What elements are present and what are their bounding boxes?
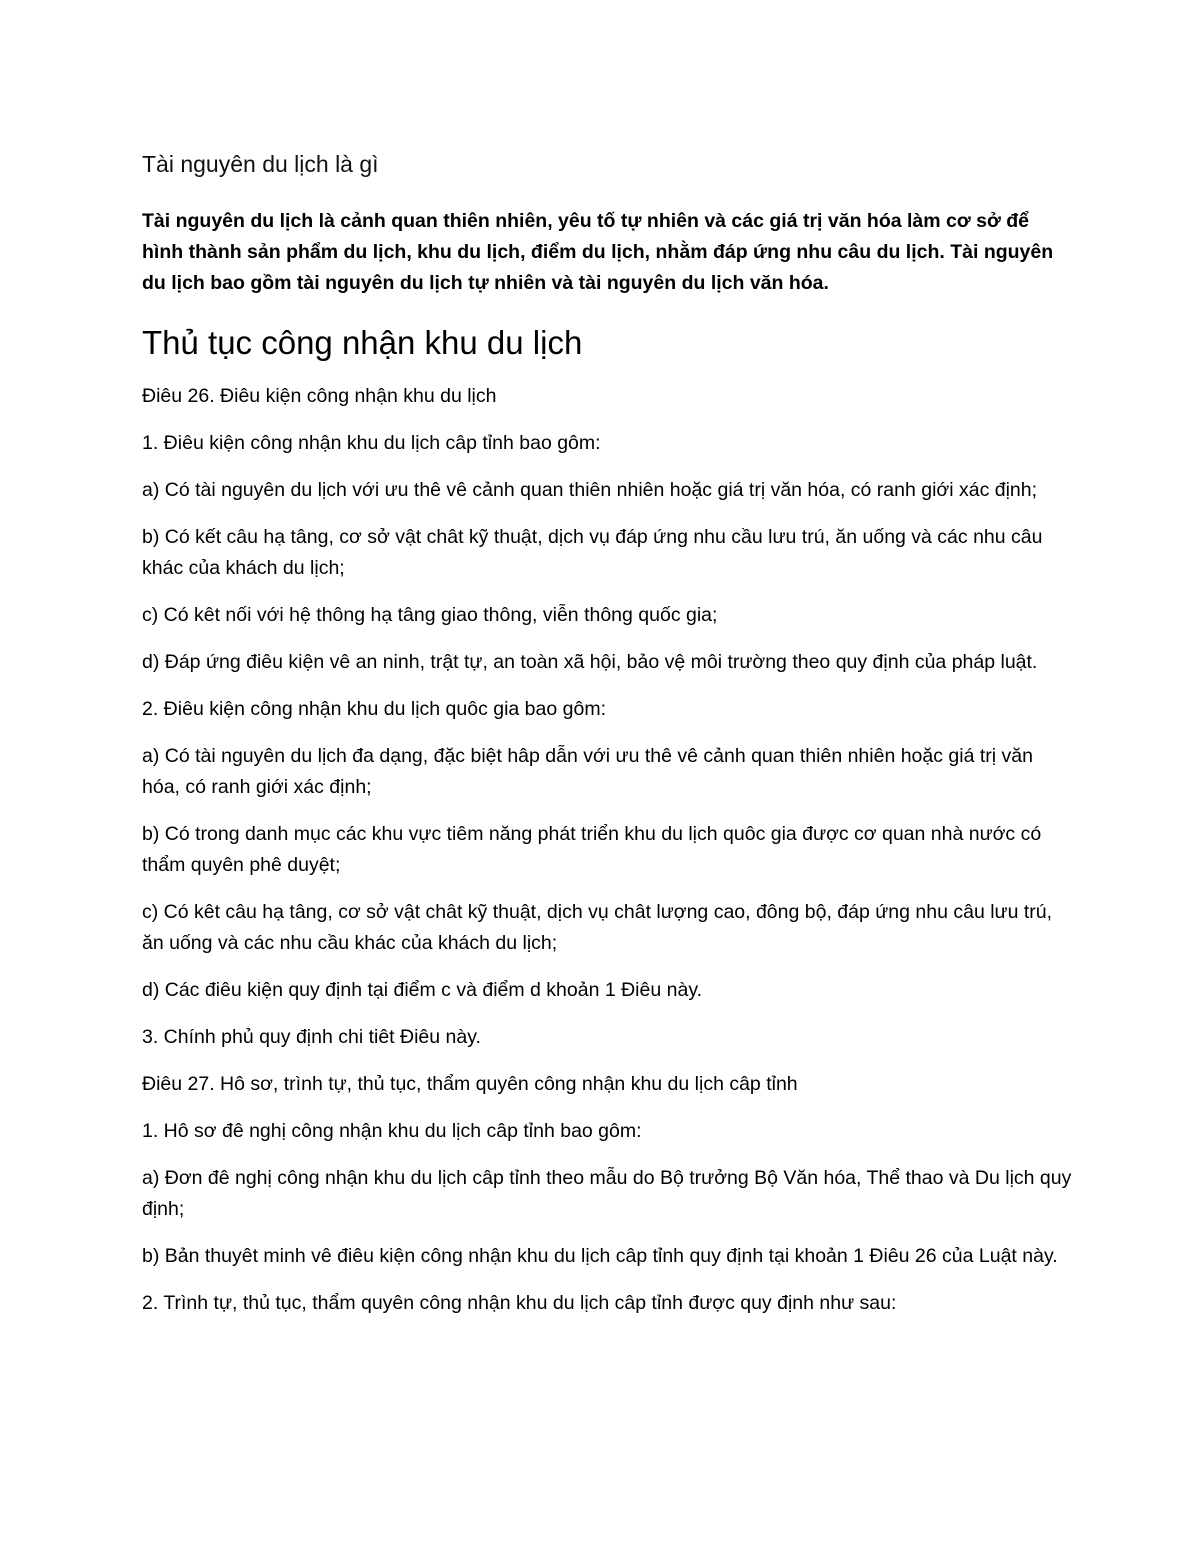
article-26-clause-3: 3. Chính phủ quy định chi tiêt Điêu này. [142, 1026, 481, 1048]
intro-heading: Tài nguyên du lịch là gì [142, 151, 379, 177]
article-26-clause-2a: a) Có tài nguyên du lịch đa dạng, đặc biệt hâp dẫn với ưu thê vê cảnh quan thiên nhiên hoặc giá trị văn hóa, có ranh giới xác định; [142, 745, 1033, 798]
intro-paragraph: Tài nguyên du lịch là cảnh quan thiên nhiên, yêu tố tự nhiên và các giá trị văn hóa làm cơ sở để hình thành sản phẩm du lịch, khu du lịch, điểm du lịch, nhằm đáp ứng nhu câu du lịch. Tài nguyên du lịch bao gồm tài nguyên du lịch tự nhiên và tài nguyên du lịch văn hóa. [142, 210, 1054, 294]
article-26-clause-1b: b) Có kết câu hạ tâng, cơ sở vật chât kỹ thuật, dịch vụ đáp ứng nhu cầu lưu trú, ăn uống và các nhu câu khác của khách du lịch; [142, 526, 1043, 579]
article-27-clause-1: 1. Hô sơ đê nghị công nhận khu du lịch câp tỉnh bao gôm: [142, 1120, 642, 1142]
article-26-clause-1a: a) Có tài nguyên du lịch với ưu thê vê cảnh quan thiên nhiên hoặc giá trị văn hóa, có ranh giới xác định; [142, 479, 1038, 501]
article-27-clause-1a: a) Đơn đê nghị công nhận khu du lịch câp tỉnh theo mẫu do Bộ trưởng Bộ Văn hóa, Thể thao và Du lịch quy định; [142, 1167, 1072, 1220]
article-27-clause-2: 2. Trình tự, thủ tục, thẩm quyên công nhận khu du lịch câp tỉnh được quy định như sau: [142, 1292, 897, 1314]
article-26-clause-2c: c) Có kêt câu hạ tâng, cơ sở vật chât kỹ thuật, dịch vụ chât lượng cao, đông bộ, đáp ứng nhu câu lưu trú, ăn uống và các nhu cầu khác của khách du lịch; [142, 901, 1053, 954]
article-26-title: Điêu 26. Điêu kiện công nhận khu du lịch [142, 385, 497, 407]
article-26-clause-2d: d) Các điêu kiện quy định tại điểm c và điểm d khoản 1 Điêu này. [142, 979, 703, 1001]
article-26-clause-1: 1. Điêu kiện công nhận khu du lịch câp tỉnh bao gôm: [142, 432, 601, 454]
document-body [142, 146, 1072, 1335]
article-27-clause-1b: b) Bản thuyêt minh vê điêu kiện công nhận khu du lịch câp tỉnh quy định tại khoản 1 Điêu 26 của Luật này. [142, 1245, 1058, 1267]
article-26-clause-1d: d) Đáp ứng điêu kiện vê an ninh, trật tự, an toàn xã hội, bảo vệ môi trường theo quy định của pháp luật. [142, 651, 1038, 673]
article-27-title: Điêu 27. Hô sơ, trình tự, thủ tục, thẩm quyên công nhận khu du lịch câp tỉnh [142, 1073, 798, 1095]
article-26-clause-2b: b) Có trong danh mục các khu vực tiêm năng phát triển khu du lịch quôc gia được cơ quan nhà nước có thẩm quyên phê duyệt; [142, 823, 1042, 876]
article-26-clause-1c: c) Có kêt nối với hệ thông hạ tâng giao thông, viễn thông quốc gia; [142, 604, 718, 626]
main-heading: Thủ tục công nhận khu du lịch [142, 324, 583, 361]
article-26-clause-2: 2. Điêu kiện công nhận khu du lịch quôc gia bao gôm: [142, 698, 606, 720]
